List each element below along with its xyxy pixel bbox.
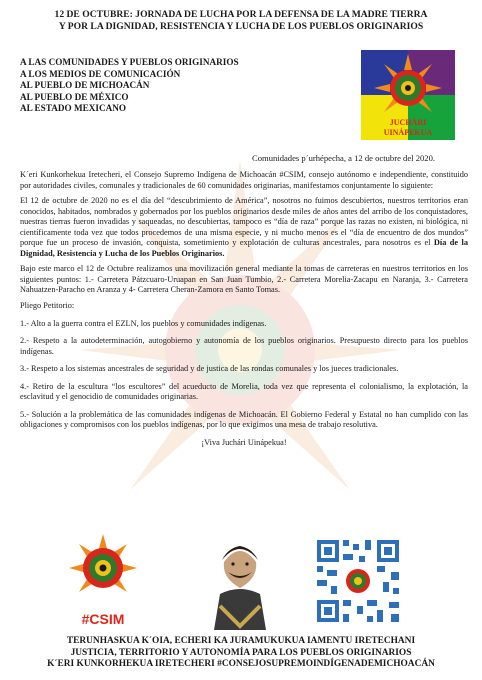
- document-date: Comunidades p´urhépecha, a 12 de octubre del 2020.: [252, 153, 436, 163]
- flag-label-top: JUCHÁRI: [389, 118, 427, 127]
- intro-paragraph: K´eri Kunkorhekua Iretecheri, el Consejo Supremo Indígena de Michoacán #CSIM, consejo autónomo e independiente, constituido por autoridades civiles, comunales y tradicionales de 60 comunidades originarias, manifestamos conjuntamente lo siguiente:: [20, 170, 468, 190]
- csim-seal-icon: [67, 532, 139, 632]
- addressee: A LAS COMUNIDADES Y PUEBLOS ORIGINARIOS: [20, 57, 239, 67]
- purhepecha-flag-icon: [361, 50, 455, 140]
- addressee-list: [20, 57, 239, 115]
- addressee: AL ESTADO MEXICANO: [20, 103, 127, 114]
- zapata-portrait-icon: [200, 534, 280, 630]
- petition-item: 5.- Solución a la problemática de las comunidades indígenas de Michoacán. El Gobierno Federal y Estatal no han cumplido con las obligaciones y compromisos con los pueblos indígenas, por lo que exigimos una mesa de trabajo resolutiva.: [20, 409, 468, 430]
- title-line-2: Y POR LA DIGNIDAD, RESISTENCIA Y LUCHA DE LOS PUEBLOS ORIGINARIOS: [58, 21, 424, 32]
- declaration-paragraph: [20, 196, 468, 259]
- addressee: AL PUEBLO DE MÉXICO: [20, 91, 129, 102]
- document-title: [0, 9, 482, 33]
- closing-line: TERUNHASKUA K´OIA, ECHERI KA JURAMUKUKUA IAMENTU IRETECHANI: [66, 636, 416, 646]
- petition-item: 3.- Respeto a los sistemas ancestrales de seguridad y de justica de las rondas comunales y los jueces tradicionales.: [20, 364, 399, 374]
- closing-slogans: [0, 636, 482, 671]
- addressee: A LOS MEDIOS DE COMUNICACIÓN: [20, 68, 181, 79]
- closing-line: JUSTICIA, TERRITORIO Y AUTONOMÍA PARA LOS PUEBLOS ORIGINARIOS: [70, 647, 412, 658]
- footer-images: [0, 532, 482, 632]
- closing-cheer: ¡Viva Juchári Uinápekua!: [201, 437, 287, 447]
- seal-label: #CSIM: [81, 611, 125, 627]
- declaration-text: El 12 de octubre de 2020 no es el día del “descubrimiento de América”, nosotros no fuimos descubiertos, nuestros territorios eran conocidos, habitados, nombrados y gobernados por los pueblos originarios desde miles de años antes del arribo de los conquistadores, nuestras tierras fueron invadidas y saqueadas, no descubiertas, tampoco es “día de raza” porque las razas no existen, ni biológica, ni científicamente toda vez que todos procedemos de una misma especie, y ni mucho menos es el “día de encuentro de dos mundos” porque fue un proceso de invasión, conquista, sometimiento y explotación de culturas ancestrales, para nosotros es el: [20, 196, 468, 248]
- title-line-1: 12 DE OCTUBRE: JORNADA DE LUCHA POR LA DEFENSA DE LA MADRE TIERRA: [54, 9, 428, 20]
- petition-heading: Pliego Petitorio:: [20, 301, 75, 311]
- petition-item: 2.- Respeto a la autodeterminación, autogobierno y autonomía de los pueblos originarios. Presupuesto directo para los pueblos indígenas.: [20, 336, 468, 356]
- mobilization-paragraph: Bajo este marco el 12 de Octubre realizamos una movilización general mediante la tomas de carreteras en nuestros territorios en los siguientes puntos: 1.- Carretera Pátzcuaro-Uruapan en San Juan Tumbio, 2.- Carretera Morelia-Zacapu en Naranja, 3.- Carretera Nahuatzen-Paracho en Aranza y 4- Carretera Cheran-Zamora en Santo Tomas.: [20, 264, 468, 295]
- flag-label-bottom: UINÁPEKUA: [383, 128, 433, 137]
- closing-line: K´ERI KUNKORHEKUA IRETECHERI #CONSEJOSUPREMOINDÍGENADEMICHOACÁN: [47, 659, 435, 669]
- addressee: AL PUEBLO DE MICHOACÁN: [20, 80, 150, 91]
- declaration-emphasis: Día de la Dignidad, Resistencia y Lucha de los Pueblos Originarios.: [20, 238, 468, 258]
- petition-item: 1.- Alto a la guerra contra el EZLN, los pueblos y comunidades indígenas.: [20, 318, 267, 328]
- petition-item: 4.- Retiro de la escultura “los escultores” del acueducto de Morelia, toda vez que representa el colonialismo, la explotación, la esclavitud y el genocidio de comunidades originarias.: [20, 381, 468, 402]
- qr-code-icon: [313, 536, 403, 626]
- document-body: [20, 170, 468, 453]
